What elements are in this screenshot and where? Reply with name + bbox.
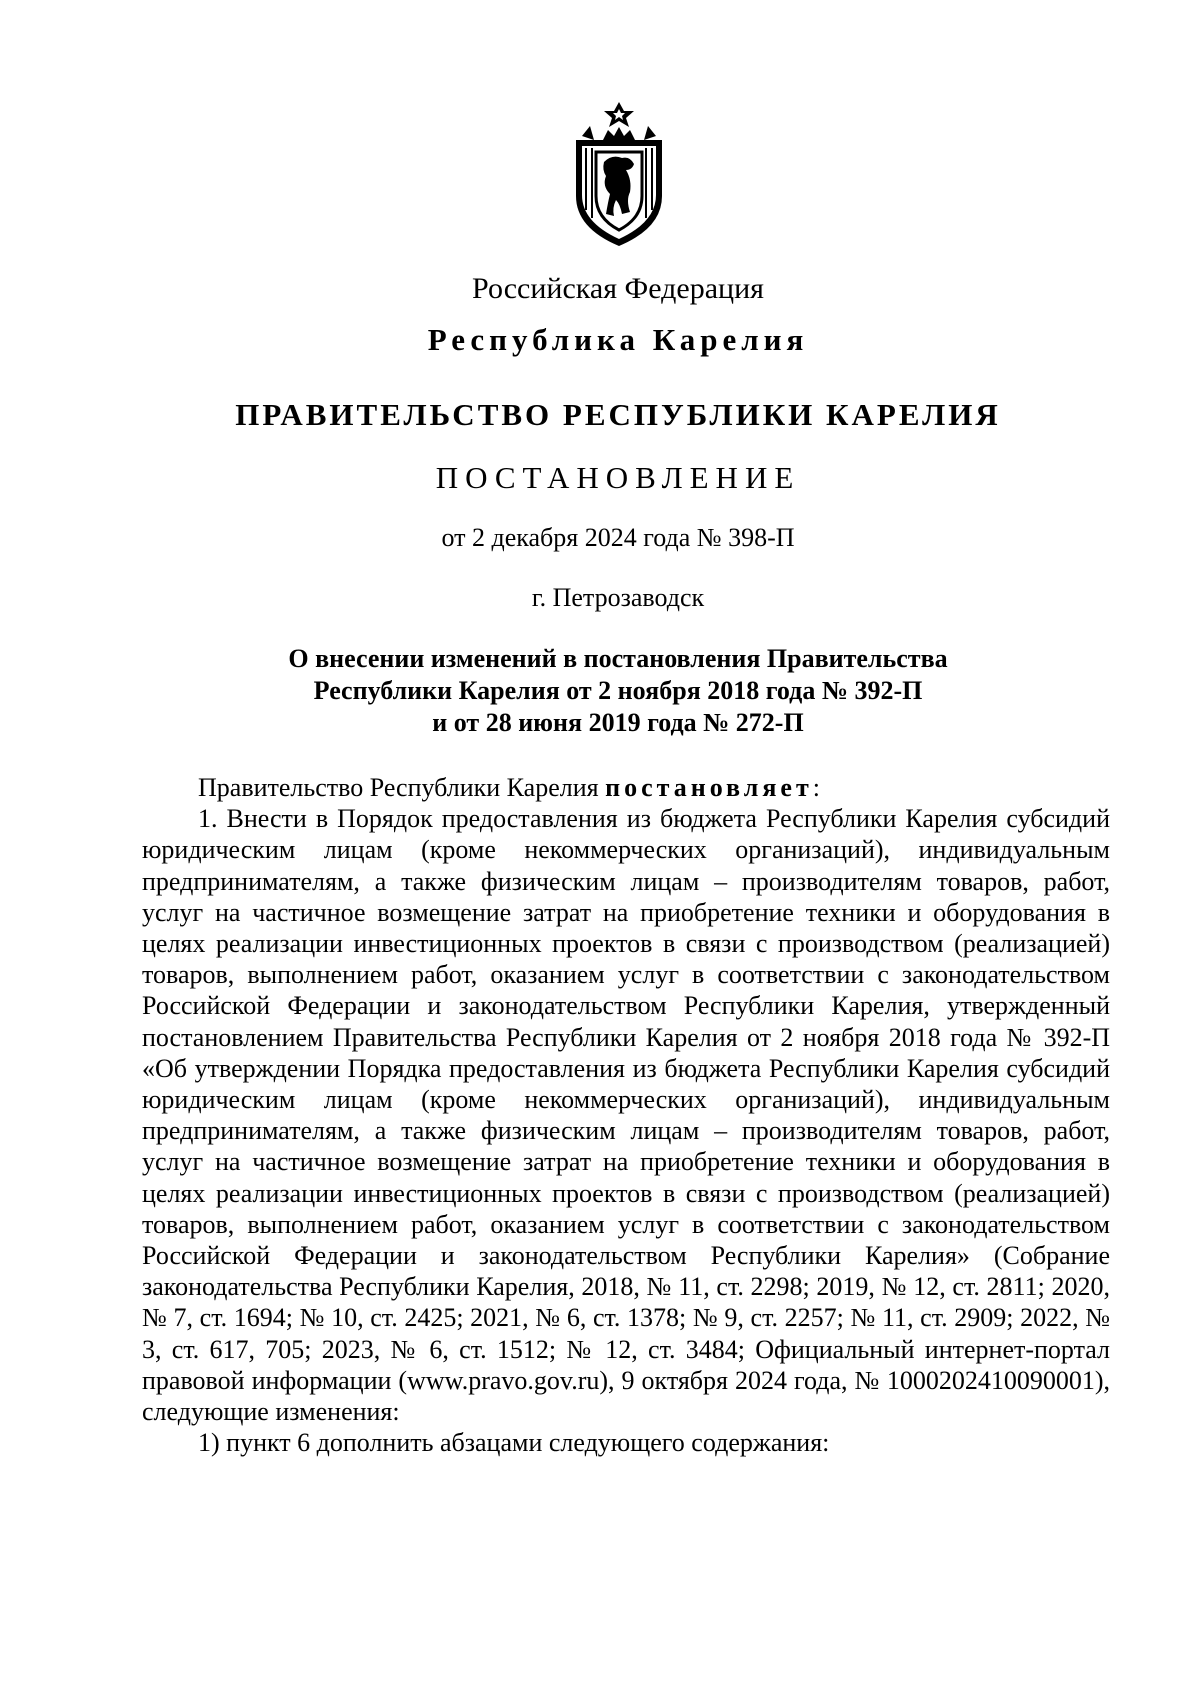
title-line-3: и от 28 июня 2019 года № 272-П xyxy=(432,708,804,737)
preamble-resolves: постановляет xyxy=(605,773,813,802)
document-type: ПОСТАНОВЛЕНИЕ xyxy=(435,460,801,495)
document-body xyxy=(142,772,1110,1458)
government-name: ПРАВИТЕЛЬСТВО РЕСПУБЛИКИ КАРЕЛИЯ xyxy=(235,397,1001,432)
preamble-text: Правительство Республики Карелия xyxy=(198,773,606,802)
document-date-number: от 2 декабря 2024 года № 398-П xyxy=(441,523,795,552)
karelia-coat-of-arms-icon xyxy=(568,100,670,250)
preamble-colon: : xyxy=(812,773,820,802)
republic-name: Республика Карелия xyxy=(427,322,809,357)
document-title xyxy=(0,643,1200,739)
paragraph-1: 1. Внести в Порядок предоставления из бюджета Республики Карелия субсидий юридическим лицам (кроме некоммерческих организаций), индивидуальным предпринимателям, а также физическим лицам – производителям товаров, работ, услуг на частичное возмещение затрат на приобретение техники и оборудования в целях реализации инвестиционных проектов в связи с производством (реализацией) товаров, выполнением работ, оказанием услуг в соответствии с законодательством Российской Федерации и законодательством Республики Карелия, утвержденный постановлением Правительства Республики Карелия от 2 ноября 2018 года № 392-П «Об утверждении Порядка предоставления из бюджета Республики Карелия субсидий юридическим лицам (кроме некоммерческих организаций), индивидуальным предпринимателям, а также физическим лицам – производителям товаров, работ, услуг на частичное возмещение затрат на приобретение техники и оборудования в целях реализации инвестиционных проектов в связи с производством (реализацией) товаров, выполнением работ, оказанием услуг в соответствии с законодательством Российской Федерации и законодательством Республики Карелия» (Собрание законодательства Республики Карелия, 2018, № 11, ст. 2298; 2019, № 12, ст. 2811; 2020, № 7, ст. 1694; № 10, ст. 2425; 2021, № 6, ст. 1378; № 9, ст. 2257; № 11, ст. 2909; 2022, № 3, ст. 617, 705; 2023, № 6, ст. 1512; № 12, ст. 3484; Официальный интернет-портал правовой информации (www.pravo.gov.ru), 9 октября 2024 года, № 1000202410090001), следующие изменения: xyxy=(142,804,1110,1427)
title-line-1: О внесении изменений в постановления Правительства xyxy=(288,644,948,673)
document-city: г. Петрозаводск xyxy=(531,583,705,612)
title-line-2: Республики Карелия от 2 ноября 2018 года № 392-П xyxy=(313,676,923,705)
preamble xyxy=(142,772,1110,803)
country-name: Российская Федерация xyxy=(472,272,764,305)
paragraph-2: 1) пункт 6 дополнить абзацами следующего содержания: xyxy=(198,1428,830,1458)
